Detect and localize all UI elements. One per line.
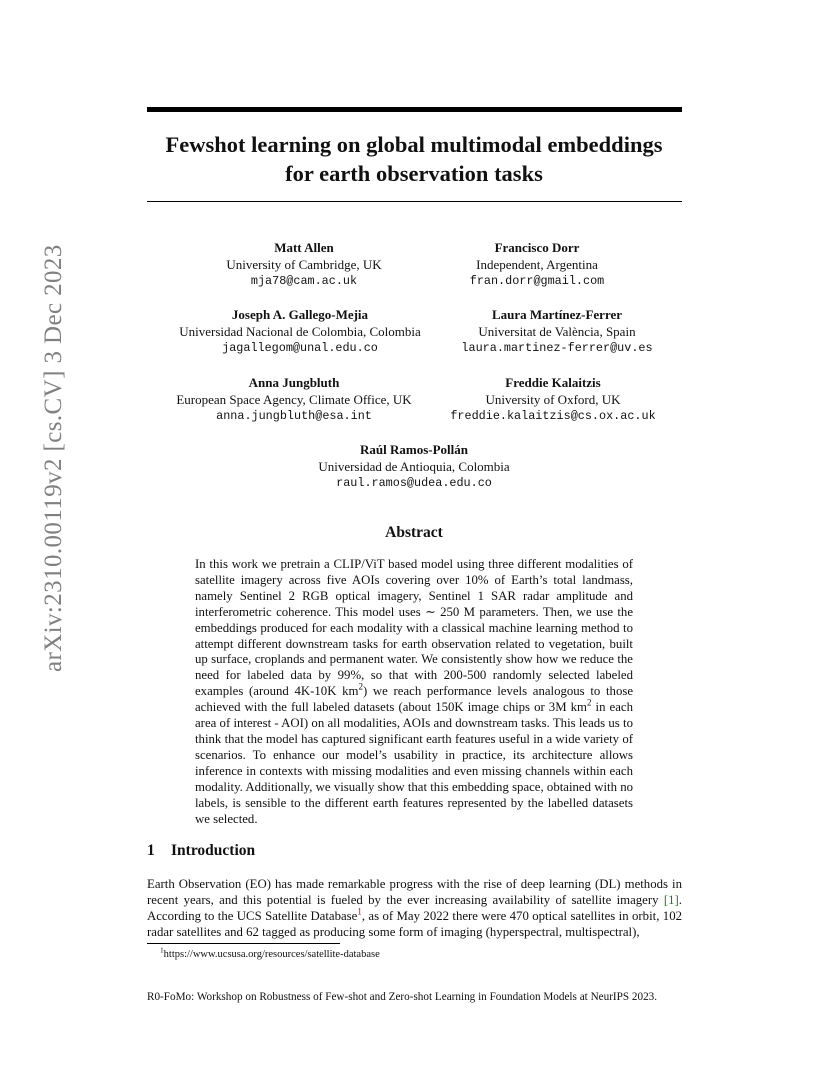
intro-text: . According to the UCS Satellite Database bbox=[147, 892, 682, 923]
author-block bbox=[407, 307, 707, 357]
superscript: 2 bbox=[587, 697, 592, 708]
author-block bbox=[264, 442, 564, 492]
intro-text: Earth Observation (EO) has made remarkable progress with the rise of deep learning (DL) methods in recent years, and this potential is fueled by the ever increasing availability of satellite imagery bbox=[147, 877, 682, 907]
author-affiliation: University of Oxford, UK bbox=[485, 391, 621, 407]
author-block bbox=[387, 240, 687, 290]
title-bottom-rule bbox=[147, 201, 682, 202]
author-block bbox=[150, 307, 450, 357]
author-email[interactable]: freddie.kalaitzis@cs.ox.ac.uk bbox=[450, 409, 656, 423]
footnote-rule bbox=[147, 943, 340, 944]
superscript: 2 bbox=[358, 681, 363, 692]
author-email[interactable]: raul.ramos@udea.edu.co bbox=[336, 476, 492, 490]
author-block bbox=[403, 375, 703, 425]
author-email[interactable]: laura.martinez-ferrer@uv.es bbox=[461, 341, 653, 355]
author-name: Raúl Ramos-Pollán bbox=[360, 442, 468, 457]
title-top-rule bbox=[147, 107, 682, 112]
intro-paragraph bbox=[147, 877, 682, 941]
author-affiliation: European Space Agency, Climate Office, UK bbox=[176, 391, 412, 407]
arxiv-identifier: arXiv:2310.00119v2 [cs.CV] 3 Dec 2023 bbox=[40, 244, 67, 672]
venue-footer: R0-FoMo: Workshop on Robustness of Few-shot and Zero-shot Learning in Foundation Models at NeurIPS 2023. bbox=[147, 991, 658, 1003]
abstract-part: In this work we pretrain a CLIP/ViT based model using three different modalities of satellite imagery across five AOIs covering over 10% of Earth’s total landmass, namely Sentinel 2 RGB optical imagery, Sentinel 1 SAR radar amplitude and interferometric coherence. This model uses ∼ 250 M parameters. Then, we use the embeddings produced for each modality with a classical machine learning method to attempt different downstream tasks for earth observation related to vegetation, built up surface, croplands and permanent water. We consistently show how we reduce the need for labeled data by 99%, so that with 200-500 randomly selected labeled examples (around 4K-10K km bbox=[195, 557, 633, 699]
intro-text: , as of May 2022 there were 470 optical satellites in orbit, 102 radar satellites and 62 tagged as producing some form of imaging (hyperspectral, multispectral), bbox=[147, 908, 682, 939]
section-heading bbox=[147, 842, 255, 860]
author-name: Freddie Kalaitzis bbox=[505, 375, 601, 390]
author-name: Francisco Dorr bbox=[494, 240, 580, 255]
author-name: Anna Jungbluth bbox=[248, 375, 340, 390]
author-email[interactable]: jagallegom@unal.edu.co bbox=[222, 341, 378, 355]
author-affiliation: University of Cambridge, UK bbox=[226, 256, 382, 272]
author-affiliation: Independent, Argentina bbox=[476, 256, 598, 272]
title-line-1: Fewshot learning on global multimodal embeddings bbox=[165, 132, 663, 157]
footnote-mark: 1 bbox=[160, 945, 164, 955]
paper-title bbox=[100, 130, 728, 188]
author-affiliation: Universidad de Antioquia, Colombia bbox=[318, 458, 510, 474]
section-number: 1 bbox=[147, 842, 155, 859]
footnote bbox=[160, 945, 380, 960]
author-affiliation: Universitat de València, Spain bbox=[478, 323, 636, 339]
author-name: Joseph A. Gallego-Mejia bbox=[231, 307, 369, 322]
author-block bbox=[144, 375, 444, 425]
section-title: Introduction bbox=[171, 842, 256, 859]
author-email[interactable]: fran.dorr@gmail.com bbox=[469, 274, 605, 288]
author-name: Laura Martínez-Ferrer bbox=[491, 307, 623, 322]
author-email[interactable]: anna.jungbluth@esa.int bbox=[216, 409, 372, 423]
title-line-2: for earth observation tasks bbox=[285, 161, 543, 186]
abstract-part: ) we reach performance levels analogous to those achieved with the full labeled datasets (about 150K image chips or 3M km bbox=[195, 684, 634, 715]
citation-link[interactable]: [1] bbox=[663, 892, 679, 907]
author-affiliation: Universidad Nacional de Colombia, Colombia bbox=[179, 323, 421, 339]
abstract-part: in each area of interest - AOI) on all modalities, AOIs and downstream tasks. This leads us to think that the model has captured significant earth features useful in a wide variety of scenarios. To enhance our model’s usability in practice, its architecture allows inference in contexts with missing modalities and even missing channels within each modality. Additionally, we visually show that this embedding space, obtained with no labels, is sensible to the different earth features represented by the labelled datasets we selected. bbox=[195, 700, 633, 826]
abstract-text bbox=[195, 557, 633, 827]
footnote-url[interactable]: https://www.ucsusa.org/resources/satellite-database bbox=[163, 949, 380, 960]
footnote-link[interactable]: 1 bbox=[357, 906, 362, 917]
abstract-heading: Abstract bbox=[385, 524, 443, 541]
author-name: Matt Allen bbox=[274, 240, 334, 255]
author-email[interactable]: mja78@cam.ac.uk bbox=[250, 274, 358, 288]
